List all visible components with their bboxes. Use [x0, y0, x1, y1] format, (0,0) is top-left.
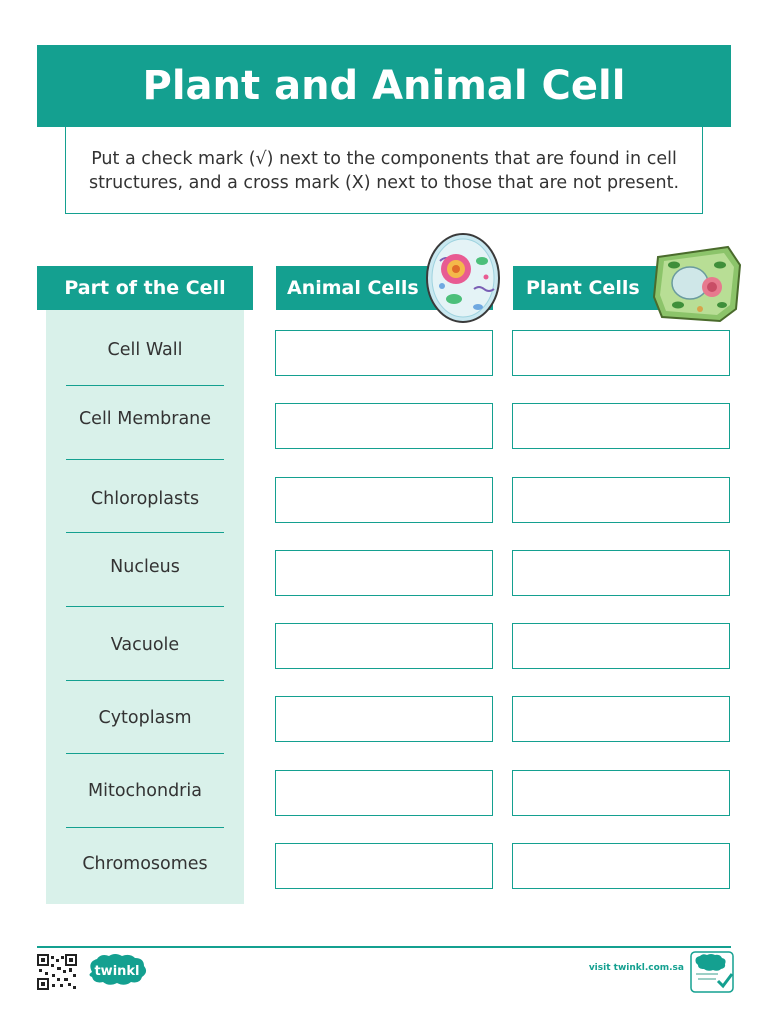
plant-answer-box[interactable]: [512, 843, 730, 889]
page-title: Plant and Animal Cell: [37, 45, 731, 127]
part-label: Cell Membrane: [78, 409, 212, 429]
column-header-animal: Animal Cells: [276, 266, 493, 310]
part-label: Cytoplasm: [98, 708, 192, 728]
column-header-plant: Plant Cells: [513, 266, 730, 310]
divider: [66, 459, 224, 460]
instructions: Put a check mark (√) next to the components that are found in cell structures, and a cross mark (X) next to those that are not present.: [65, 127, 703, 214]
part-label: Vacuole: [110, 635, 180, 655]
plant-cell-icon: [650, 243, 744, 323]
plant-answer-box[interactable]: [512, 477, 730, 523]
divider: [66, 532, 224, 533]
plant-answer-box[interactable]: [512, 550, 730, 596]
animal-answer-box[interactable]: [275, 477, 493, 523]
column-header-part: Part of the Cell: [37, 266, 253, 310]
part-label: Mitochondria: [88, 781, 202, 801]
animal-answer-box[interactable]: [275, 330, 493, 376]
quality-badge-icon: [690, 951, 734, 993]
animal-answer-box[interactable]: [275, 550, 493, 596]
animal-answer-box[interactable]: [275, 403, 493, 449]
plant-answer-box[interactable]: [512, 403, 730, 449]
divider: [66, 680, 224, 681]
twinkl-logo-text: twinkl: [94, 964, 140, 979]
visit-link[interactable]: visit twinkl.com.sa: [588, 963, 684, 973]
animal-answer-box[interactable]: [275, 696, 493, 742]
plant-answer-box[interactable]: [512, 770, 730, 816]
animal-answer-box[interactable]: [275, 770, 493, 816]
animal-answer-box[interactable]: [275, 843, 493, 889]
divider: [66, 385, 224, 386]
part-label: Cell Wall: [107, 340, 183, 360]
divider: [66, 606, 224, 607]
animal-answer-box[interactable]: [275, 623, 493, 669]
plant-answer-box[interactable]: [512, 696, 730, 742]
footer-divider: [37, 946, 731, 948]
part-label: Chromosomes: [82, 854, 208, 874]
parts-panel: [46, 310, 244, 904]
part-label: Chloroplasts: [90, 489, 200, 509]
plant-answer-box[interactable]: [512, 623, 730, 669]
qr-code-icon: [37, 954, 77, 990]
divider: [66, 827, 224, 828]
divider: [66, 753, 224, 754]
animal-cell-icon: [424, 231, 502, 325]
twinkl-logo: [86, 954, 150, 986]
plant-answer-box[interactable]: [512, 330, 730, 376]
part-label: Nucleus: [110, 557, 180, 577]
